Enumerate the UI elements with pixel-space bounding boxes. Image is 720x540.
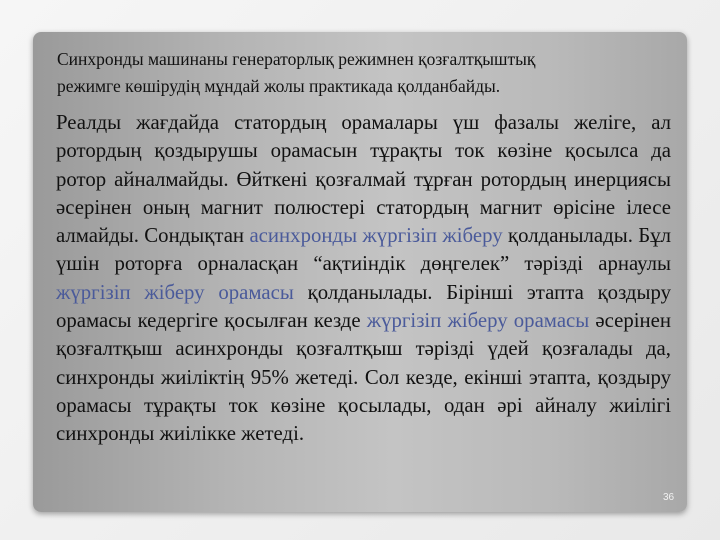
intro-paragraph — [57, 46, 667, 100]
highlight-async-start: асинхронды жүргізіп жіберу — [249, 224, 503, 248]
intro-line-1: Синхронды машинаны генераторлық режимнен қозғалтқыштық — [57, 49, 536, 69]
body-text-1: Реалды жағдайда статордың орамалары үш фазалы желіге, ал ротордың қоздырушы орамасын тұрақты ток көзіне қосылса да ротор айналмайды. Өйткені қозғалмай тұрған ротордың инерциясы әсерінен оның магнит полюстері статордың магнит өрісіне ілесе алмайды. Сондықтан — [56, 111, 671, 248]
body-text-2: қолданылады. Бұл үшін роторға орналасқан “ақтиіндік дөңгелек” тәрізді арнаулы — [56, 224, 671, 276]
highlight-start-winding-2: жүргізіп жіберу орамасы — [366, 309, 590, 333]
intro-line-2: режимге көшірудің мұндай жолы практикада қолданбайды. — [57, 76, 501, 96]
main-paragraph — [56, 109, 671, 449]
body-text-3: қолданылады. Бірінші этапта қоздыру орамасы кедергіге қосылған кезде — [56, 280, 671, 333]
page-number: 36 — [663, 492, 675, 503]
body-text-4: әсерінен қозғалтқыш асинхронды қозғалтқыш тәрізді үдей қозғалады да, синхронды жиіліктің 95% жетеді. Сол кезде, екінші этапта, қоздыру орамасы тұрақты ток көзіне қосылады, одан әрі айналу жиілігі синхронды жиілікке жетеді. — [56, 309, 671, 446]
highlight-start-winding-1: жүргізіп жіберу орамасы — [56, 280, 294, 304]
